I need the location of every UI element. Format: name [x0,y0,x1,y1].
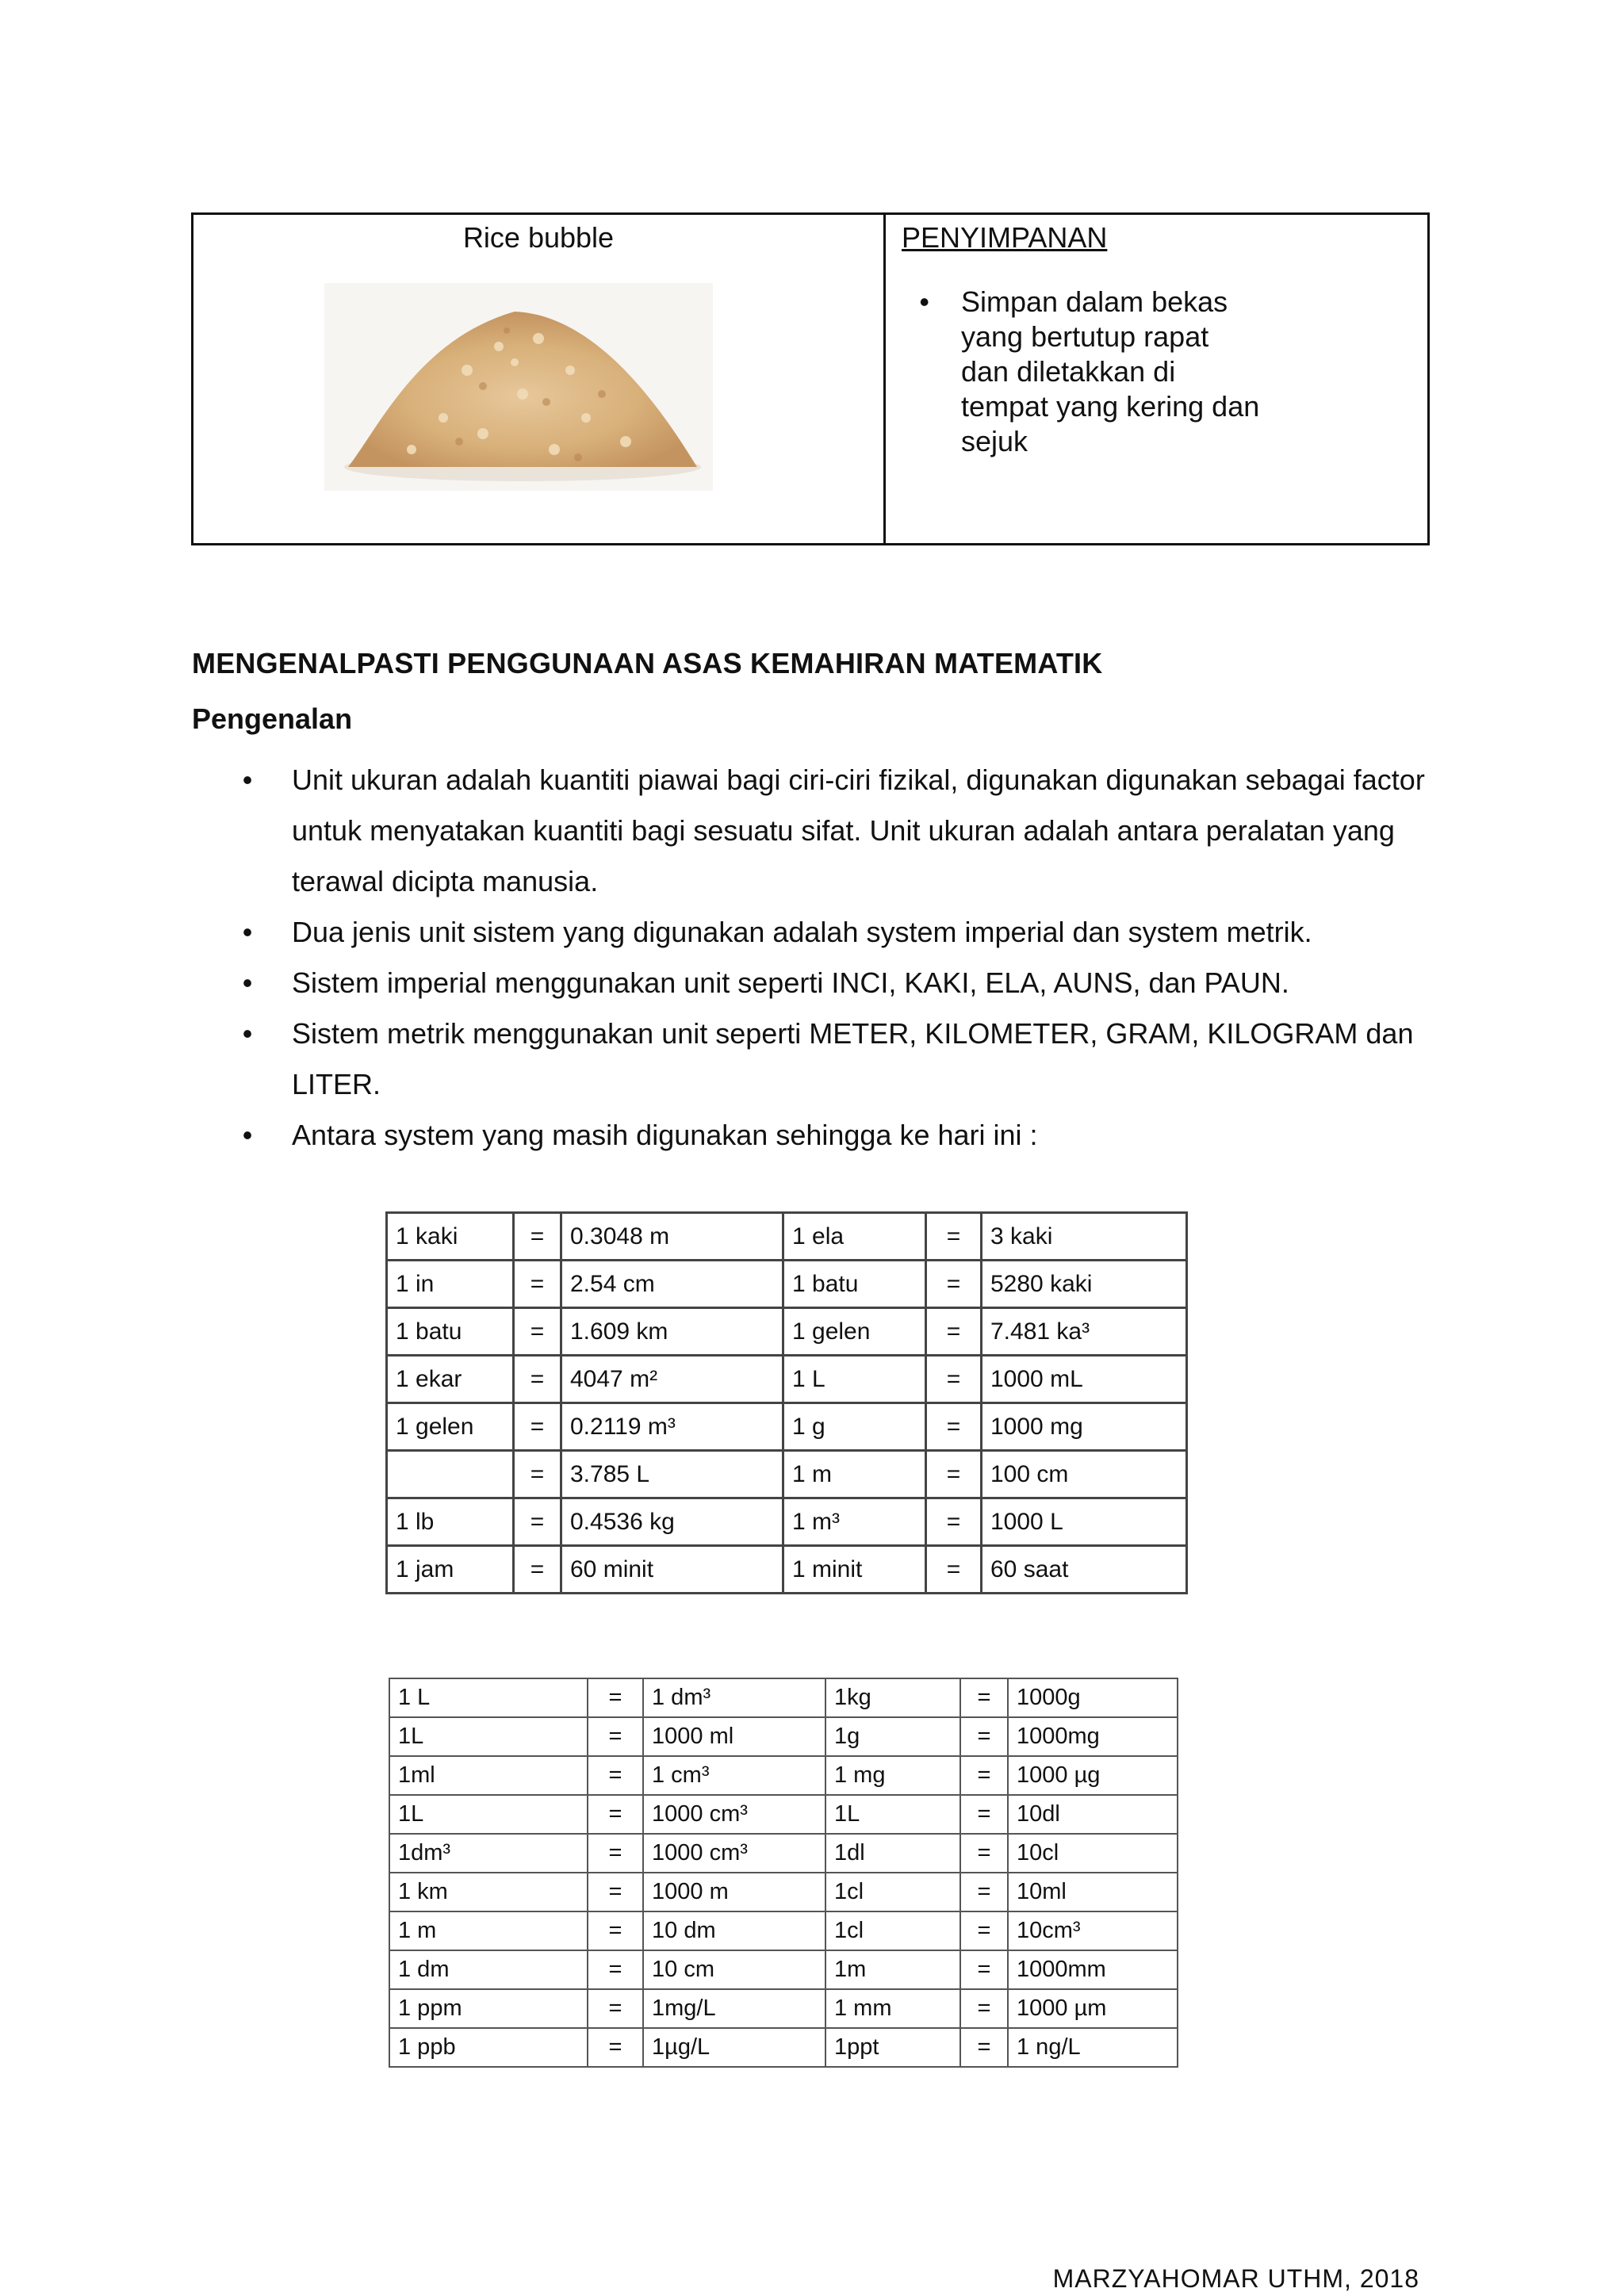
table-cell: 1000mg [1008,1717,1178,1756]
bullet-dot: • [242,1017,253,1050]
table-cell: 1000 mL [982,1356,1187,1403]
table-cell: = [960,1795,1008,1834]
table-cell: 1 m [783,1451,926,1498]
list-item-text: Dua jenis unit sistem yang digunakan adalah system imperial dan system metrik. [292,916,1312,948]
table-cell: 1 ekar [387,1356,514,1403]
table-row [389,1989,1178,2028]
table-cell: 60 minit [561,1546,783,1594]
list-item [238,755,1427,907]
table-cell: = [514,1261,561,1308]
table-row [387,1308,1187,1356]
table-cell: 1 jam [387,1546,514,1594]
table-cell: 1 cm³ [643,1756,825,1795]
table-row [389,1873,1178,1911]
table-cell: 1ml [389,1756,588,1795]
table-cell: 1 gelen [387,1403,514,1451]
table-row [387,1356,1187,1403]
table-cell: 3 kaki [982,1213,1187,1261]
table-cell: = [514,1498,561,1546]
table-cell: = [588,1989,643,2028]
table-cell: 10cl [1008,1834,1178,1873]
table-cell: 100 cm [982,1451,1187,1498]
table-cell: 1000 cm³ [643,1834,825,1873]
table-row [389,1834,1178,1873]
table-cell: 1000 µm [1008,1989,1178,2028]
table-cell: 1L [389,1795,588,1834]
table-row [389,1950,1178,1989]
table-cell: 1.609 km [561,1308,783,1356]
table-cell: 1 minit [783,1546,926,1594]
table-cell: 1 m³ [783,1498,926,1546]
table-row [387,1546,1187,1594]
table-cell: = [588,1795,643,1834]
table-cell: = [926,1498,982,1546]
table-cell: 1 m [389,1911,588,1950]
table-cell: 10ml [1008,1873,1178,1911]
table-cell: 2.54 cm [561,1261,783,1308]
table-cell: 1 batu [783,1261,926,1308]
intro-bullet-list [238,755,1427,1161]
table-row [389,1795,1178,1834]
table-cell: 1 lb [387,1498,514,1546]
table-cell: 60 saat [982,1546,1187,1594]
bullet-dot: • [242,966,253,999]
list-item [238,907,1427,958]
table-cell: = [960,1717,1008,1756]
table-cell: = [960,1911,1008,1950]
table-cell: 1ppt [825,2028,960,2067]
table-cell: = [926,1403,982,1451]
table-cell: 1000 µg [1008,1756,1178,1795]
table-cell: 1 mm [825,1989,960,2028]
list-item [238,1008,1427,1110]
table-cell: = [514,1451,561,1498]
table-cell: = [960,1950,1008,1989]
metric-conversion-table [389,1678,1178,2068]
table-cell: 1 ela [783,1213,926,1261]
table-cell: 1000g [1008,1678,1178,1717]
table-cell: = [588,1911,643,1950]
bullet-dot: • [242,916,253,948]
table-cell: 1 kaki [387,1213,514,1261]
table-cell: 1 gelen [783,1308,926,1356]
table-cell: 1L [825,1795,960,1834]
bullet-dot: • [242,763,253,796]
table-row [389,1717,1178,1756]
table-cell: = [926,1546,982,1594]
table-cell: 1dm³ [389,1834,588,1873]
list-item-text: Antara system yang masih digunakan sehingga ke hari ini : [292,1119,1038,1151]
table-cell: 1000mm [1008,1950,1178,1989]
table-row [387,1451,1187,1498]
table-cell: = [588,2028,643,2067]
table-cell: 0.4536 kg [561,1498,783,1546]
rice-caption: Rice bubble [462,221,615,254]
table-cell: 10dl [1008,1795,1178,1834]
section-subheading: Pengenalan [192,702,353,735]
table-row [387,1261,1187,1308]
bullet-dot: • [919,285,929,318]
list-item [238,958,1427,1008]
footer-credit: MARZYAHOMAR UTHM, 2018 [1052,2264,1419,2293]
table-row [387,1403,1187,1451]
list-item [238,1110,1427,1161]
table-cell: = [926,1261,982,1308]
table-cell: 1 batu [387,1308,514,1356]
rice-bubble-image [324,283,713,491]
storage-bullet-text: Simpan dalam bekas yang bertutup rapat dan diletakkan di tempat yang kering dan sejuk [961,285,1260,457]
table-cell: 1L [389,1717,588,1756]
table-cell: = [926,1356,982,1403]
table-row [389,2028,1178,2067]
table-cell: = [960,1834,1008,1873]
table-cell: = [514,1356,561,1403]
table-row [387,1498,1187,1546]
table-cell: 1 L [783,1356,926,1403]
table-row [389,1911,1178,1950]
rice-storage-table [191,212,1430,545]
table-cell: = [960,1873,1008,1911]
table-cell: = [588,1834,643,1873]
table-cell: 1 km [389,1873,588,1911]
table-cell: = [926,1451,982,1498]
table-cell: 10 cm [643,1950,825,1989]
table-cell: = [960,1756,1008,1795]
table-cell: 1 dm [389,1950,588,1989]
table-cell: 7.481 ka³ [982,1308,1187,1356]
table-cell: 1 ppb [389,2028,588,2067]
table-cell: = [514,1308,561,1356]
table-cell: 1mg/L [643,1989,825,2028]
table-cell: 1kg [825,1678,960,1717]
table-cell: 1000 cm³ [643,1795,825,1834]
table-cell: 1 dm³ [643,1678,825,1717]
table-row [389,1678,1178,1717]
table-cell: 10cm³ [1008,1911,1178,1950]
table-cell: = [588,1873,643,1911]
table-cell: 1000 m [643,1873,825,1911]
table-cell: 1 mg [825,1756,960,1795]
table-cell: 1cl [825,1873,960,1911]
table-cell: 4047 m² [561,1356,783,1403]
table-cell: 1000 mg [982,1403,1187,1451]
table-cell: = [588,1717,643,1756]
table-cell: = [514,1213,561,1261]
table-cell: 1cl [825,1911,960,1950]
table-cell: = [960,1678,1008,1717]
table-cell: 1µg/L [643,2028,825,2067]
storage-bullet [919,285,1262,459]
table-cell: = [588,1756,643,1795]
section-heading: MENGENALPASTI PENGGUNAAN ASAS KEMAHIRAN MATEMATIK [192,647,1103,679]
table-cell: 1 in [387,1261,514,1308]
table-cell: 1 ng/L [1008,2028,1178,2067]
table-cell: 1m [825,1950,960,1989]
table-cell: = [960,1989,1008,2028]
list-item-text: Sistem imperial menggunakan unit seperti INCI, KAKI, ELA, AUNS, dan PAUN. [292,966,1289,999]
table-cell: = [514,1546,561,1594]
list-item-text: Sistem metrik menggunakan unit seperti METER, KILOMETER, GRAM, KILOGRAM dan LITER. [292,1017,1414,1100]
table-cell: 0.2119 m³ [561,1403,783,1451]
table-row [387,1213,1187,1261]
table-cell: 1 g [783,1403,926,1451]
list-item-text: Unit ukuran adalah kuantiti piawai bagi ciri-ciri fizikal, digunakan digunakan sebagai factor untuk menyatakan kuantiti bagi sesuatu sifat. Unit ukuran adalah antara peralatan yang terawal dicipta manusia. [292,763,1425,897]
table-cell: 1g [825,1717,960,1756]
table-cell: = [588,1950,643,1989]
storage-title: PENYIMPANAN [902,221,1108,254]
imperial-conversion-table [385,1211,1188,1594]
table-cell: 0.3048 m [561,1213,783,1261]
table-cell: 10 dm [643,1911,825,1950]
table-cell: 3.785 L [561,1451,783,1498]
storage-cell [886,215,1427,543]
table-cell: = [926,1213,982,1261]
table-cell: = [588,1678,643,1717]
table-cell: 1 L [389,1678,588,1717]
table-row [389,1756,1178,1795]
table-cell [387,1451,514,1498]
table-cell: = [926,1308,982,1356]
table-cell: 5280 kaki [982,1261,1187,1308]
table-cell: 1 ppm [389,1989,588,2028]
table-cell: 1000 ml [643,1717,825,1756]
rice-cell [193,215,886,543]
table-cell: = [514,1403,561,1451]
table-cell: 1000 L [982,1498,1187,1546]
table-cell: = [960,2028,1008,2067]
bullet-dot: • [242,1119,253,1151]
table-cell: 1dl [825,1834,960,1873]
